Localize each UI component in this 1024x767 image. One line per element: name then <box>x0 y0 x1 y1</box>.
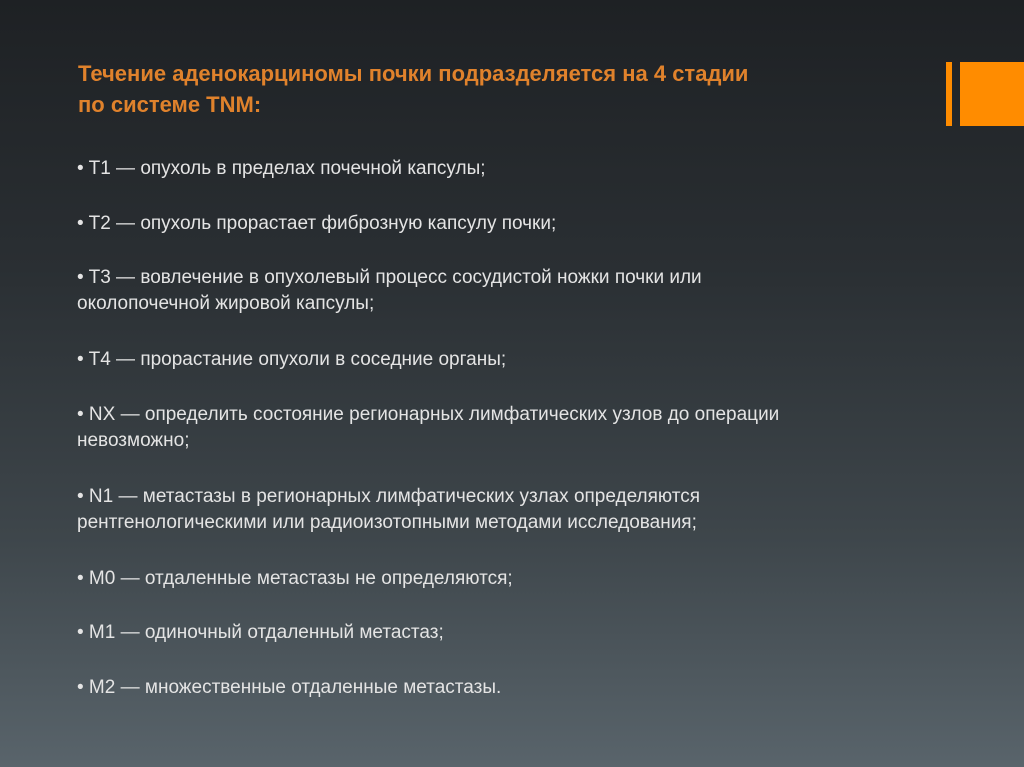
bullet-item-nx: • NX — определить состояние регионарных лимфатических узлов до операции невозможно; <box>77 404 780 451</box>
bullet-item-t4: • T4 — прорастание опухоли в соседние органы; <box>77 349 507 370</box>
bullet-item-t1: • T1 — опухоль в пределах почечной капсулы; <box>77 158 486 179</box>
bullet-item-t3: • T3 — вовлечение в опухолевый процесс сосудистой ножки почки или околопочечной жировой капсулы; <box>77 267 702 314</box>
bullet-item-m2: • M2 — множественные отдаленные метастазы. <box>77 677 502 698</box>
bullet-item-m1: • M1 — одиночный отдаленный метастаз; <box>77 622 444 643</box>
bullet-item-t2: • T2 — опухоль прорастает фиброзную капсулу почки; <box>77 213 557 234</box>
bullet-item-m0: • M0 — отдаленные метастазы не определяются; <box>77 568 513 589</box>
bullet-item-n1: • N1 — метастазы в регионарных лимфатических узлах определяются рентгенологическими или радиоизотопными методами исследования; <box>77 486 701 533</box>
slide-title: Течение аденокарциномы почки подразделяется на 4 стадии по системе TNM: <box>78 61 749 117</box>
accent-bar-thick <box>960 62 1024 126</box>
